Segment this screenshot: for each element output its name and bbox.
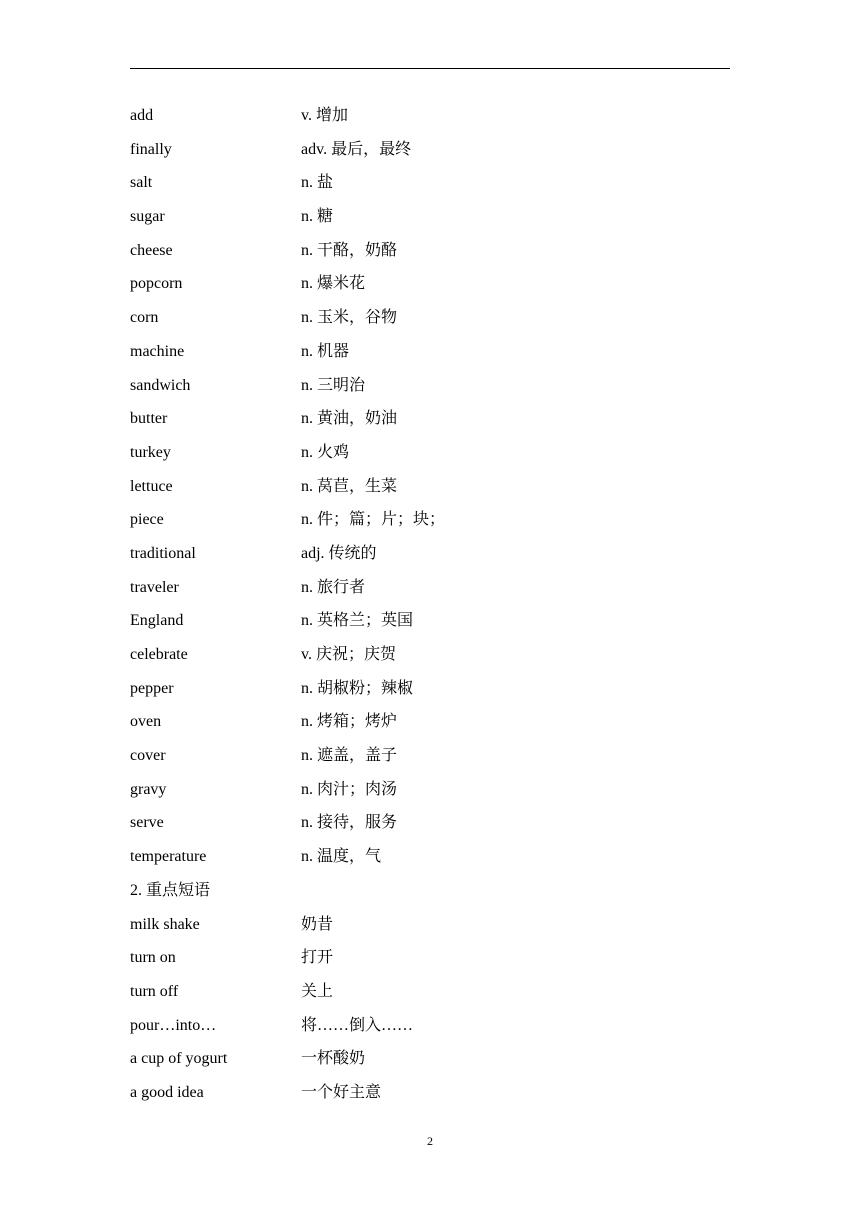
word-term: gravy: [130, 780, 167, 798]
word-meaning: n. 三明治: [301, 376, 366, 394]
word-meaning: n. 干酪，奶酪: [301, 241, 398, 259]
word-row: [130, 133, 730, 167]
phrase-meaning: 一个好主意: [301, 1083, 382, 1101]
phrase-row: [130, 1076, 730, 1110]
word-term: cheese: [130, 241, 173, 259]
word-row: [130, 234, 730, 268]
word-row: [130, 840, 730, 874]
word-meaning: n. 糖: [301, 208, 334, 226]
word-row: [130, 806, 730, 840]
word-meaning: n. 旅行者: [301, 578, 366, 596]
word-term: sugar: [130, 208, 165, 226]
word-term: corn: [130, 309, 159, 327]
word-meaning: n. 接待，服务: [301, 814, 398, 832]
word-row: [130, 571, 730, 605]
word-meaning: n. 烤箱；烤炉: [301, 713, 398, 731]
word-row: [130, 672, 730, 706]
phrase-meaning: 一杯酸奶: [301, 1050, 366, 1068]
word-meaning: n. 机器: [301, 342, 350, 360]
word-row: [130, 200, 730, 234]
phrases-heading-row: [130, 874, 730, 908]
phrase-term: milk shake: [130, 915, 200, 933]
word-row: [130, 369, 730, 403]
word-term: sandwich: [130, 376, 191, 394]
word-meaning: n. 件；篇；片；块；: [301, 511, 446, 529]
word-meaning: n. 盐: [301, 174, 334, 192]
word-row: [130, 705, 730, 739]
word-term: pepper: [130, 679, 174, 697]
word-meaning: adv. 最后，最终: [301, 140, 412, 158]
phrase-meaning: 奶昔: [301, 915, 334, 933]
word-row: [130, 537, 730, 571]
word-term: traveler: [130, 578, 179, 596]
word-meaning: n. 温度，气: [301, 848, 382, 866]
word-meaning: n. 肉汁；肉汤: [301, 780, 398, 798]
section-heading: 2. 重点短语: [130, 881, 211, 899]
word-row: [130, 335, 730, 369]
phrase-term: a cup of yogurt: [130, 1050, 228, 1068]
word-term: piece: [130, 511, 164, 529]
phrase-row: [130, 941, 730, 975]
word-row: [130, 739, 730, 773]
word-row: [130, 604, 730, 638]
phrase-row: [130, 975, 730, 1009]
word-row: [130, 402, 730, 436]
word-row: [130, 301, 730, 335]
word-meaning: n. 莴苣，生菜: [301, 477, 398, 495]
word-meaning: n. 黄油，奶油: [301, 410, 398, 428]
word-term: finally: [130, 140, 172, 158]
word-term: salt: [130, 174, 153, 192]
word-term: popcorn: [130, 275, 183, 293]
word-meaning: n. 英格兰；英国: [301, 612, 414, 630]
word-term: turkey: [130, 443, 171, 461]
phrase-row: [130, 1042, 730, 1076]
word-term: cover: [130, 747, 166, 765]
word-term: oven: [130, 713, 162, 731]
word-row: [130, 267, 730, 301]
word-meaning: n. 爆米花: [301, 275, 366, 293]
word-term: machine: [130, 342, 185, 360]
word-row: [130, 773, 730, 807]
phrase-meaning: 将……倒入……: [301, 1016, 414, 1034]
word-term: traditional: [130, 544, 196, 562]
word-row: [130, 436, 730, 470]
word-meaning: n. 玉米，谷物: [301, 309, 398, 327]
phrase-term: turn off: [130, 982, 179, 1000]
page-number: 2: [427, 1134, 433, 1148]
word-row: [130, 503, 730, 537]
word-term: temperature: [130, 848, 207, 866]
word-term: serve: [130, 814, 164, 832]
phrase-term: turn on: [130, 949, 176, 967]
phrase-row: [130, 1009, 730, 1043]
phrase-meaning: 打开: [301, 949, 334, 967]
header-rule: [130, 68, 730, 69]
word-meaning: n. 胡椒粉；辣椒: [301, 679, 414, 697]
word-term: England: [130, 612, 184, 630]
word-term: lettuce: [130, 477, 173, 495]
word-meaning: adj. 传统的: [301, 544, 377, 562]
phrase-term: a good idea: [130, 1083, 204, 1101]
phrase-meaning: 关上: [301, 982, 334, 1000]
word-meaning: n. 遮盖，盖子: [301, 747, 398, 765]
word-meaning: v. 增加: [301, 107, 348, 124]
word-meaning: v. 庆祝；庆贺: [301, 646, 396, 663]
word-term: celebrate: [130, 646, 188, 663]
word-row: [130, 470, 730, 504]
phrase-term: pour…into…: [130, 1016, 217, 1034]
vocabulary-list: [130, 99, 730, 1110]
word-row: [130, 166, 730, 200]
word-term: butter: [130, 410, 168, 428]
word-meaning: n. 火鸡: [301, 443, 350, 461]
word-row: [130, 638, 730, 672]
phrase-row: [130, 908, 730, 942]
word-row: [130, 99, 730, 133]
word-term: add: [130, 107, 154, 124]
